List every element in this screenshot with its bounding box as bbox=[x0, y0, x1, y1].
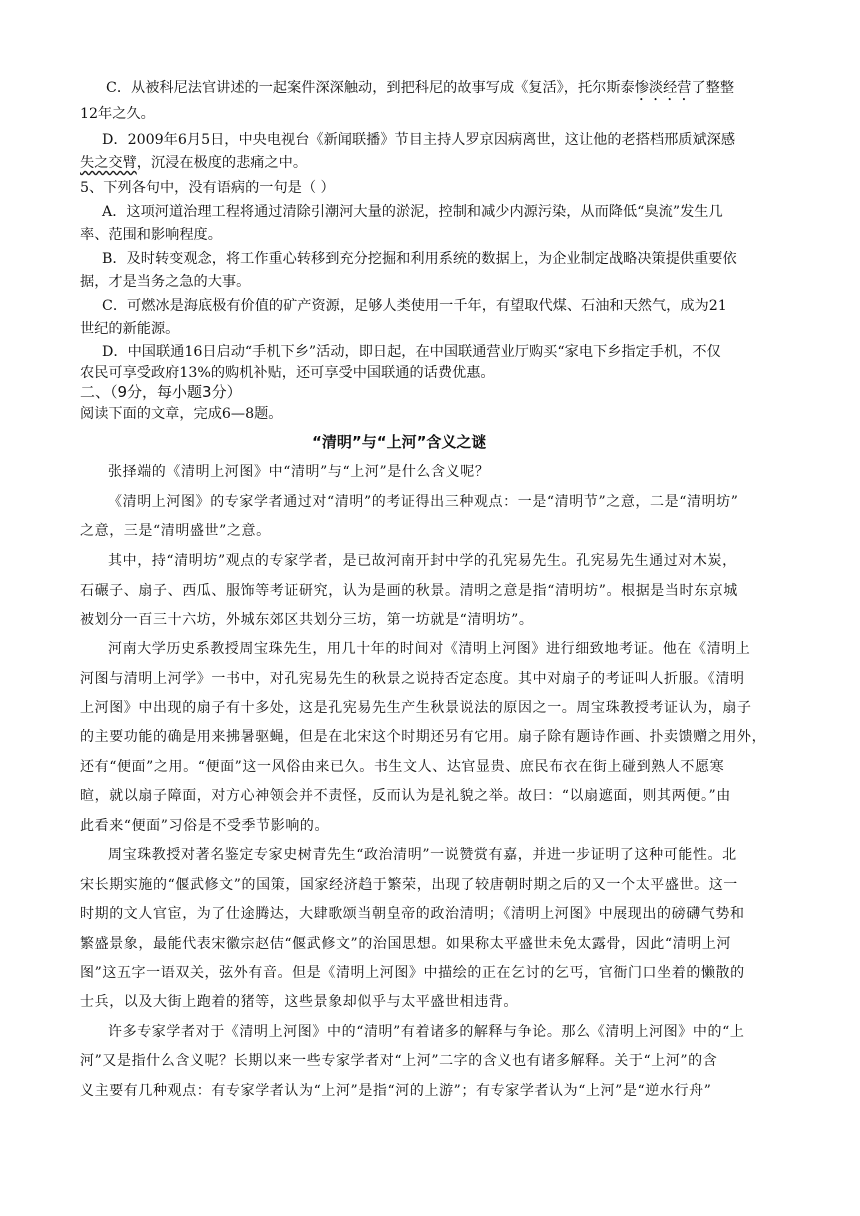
q5-option-c-line2: 世纪的新能源。 bbox=[80, 321, 180, 337]
section-heading: 二、（9分，每小题3分） bbox=[80, 383, 242, 401]
q4-option-c-emphasis: 惨淡经营 bbox=[634, 80, 692, 96]
q4-option-d-line2 bbox=[80, 153, 307, 173]
article-line: 还有“便面”之用。“便面”这一风俗由来已久。书生文人、达官显贵、庶民布衣在街上碰到熟人不愿寒 bbox=[80, 759, 725, 775]
q5-option-c-line1: C．可燃冰是海底极有价值的矿产资源，足够人类使用一千年，有望取代煤、石油和天然气，成为21 bbox=[102, 298, 727, 314]
q5-option-d-line2: 农民可享受政府13%的购机补贴，还可享受中国联通的话费优惠。 bbox=[80, 365, 495, 381]
article-line: 石碾子、扇子、西瓜、服饰等考证研究，认为是画的秋景。清明之意是指“清明坊”。根据是当时东京城 bbox=[80, 583, 738, 599]
q5-stem: 5、下列各句中，没有语病的一句是（ ） bbox=[80, 180, 335, 196]
article-line: 河”又是指什么含义呢？长期以来一些专家学者对“上河”二字的含义也有诸多解释。关于“上河”的含 bbox=[80, 1053, 718, 1069]
article-line: 上河图》中出现的扇子有十多处，这是孔宪易先生产生秋景说法的原因之一。周宝珠教授考证认为，扇子 bbox=[80, 700, 752, 716]
article-line: 河南大学历史系教授周宝珠先生，用几十年的时间对《清明上河图》进行细致地考证。他在《清明上 bbox=[108, 641, 751, 657]
article-title: “清明”与“上河”含义之谜 bbox=[312, 433, 487, 451]
article-line: 宋长期实施的“偃武修文”的国策，国家经济趋于繁荣，出现了较唐朝时期之后的又一个太平盛世。这一 bbox=[80, 877, 738, 893]
q5-option-d-line1: D．中国联通16日启动“手机下乡”活动，即日起，在中国联通营业厅购买“家电下乡指定手机，不仅 bbox=[102, 344, 721, 360]
article-line: 河图与清明上河学》一书中，对孔宪易先生的秋景之说持否定态度。其中对扇子的考证叫人折服。《清明 bbox=[80, 671, 745, 687]
article-line: 周宝珠教授对著名鉴定专家史树青先生“政治清明”一说赞赏有嘉，并进一步证明了这种可能性。北 bbox=[108, 847, 737, 863]
q4-option-d-post: ，沉浸在极度的悲痛之中。 bbox=[136, 155, 308, 171]
q5-option-a-line2: 率、范围和影响程度。 bbox=[80, 227, 222, 243]
article-line: 的主要功能的确是用来拂暑驱蝇，但是在北宋这个时期还另有它用。扇子除有题诗作画、扑卖馈赠之用外， bbox=[80, 729, 767, 745]
q4-option-c-post: 了整整 bbox=[691, 80, 735, 96]
q5-option-b-line1: B．及时转变观念，将工作重心转移到充分挖掘和利用系统的数据上，为企业制定战略决策提供重要依 bbox=[102, 251, 737, 267]
q4-option-c-cont: 12年之久。 bbox=[80, 106, 155, 122]
article-line: 时期的文人官宦，为了仕途腾达，大肆歌颂当朝皇帝的政治清明；《清明上河图》中展现出的磅礴气势和 bbox=[80, 906, 745, 922]
article-line: 暄，就以扇子障面，对方心神领会并不责怪，反而认为是礼貌之举。故曰：“以扇遮面，则其两便。”由 bbox=[80, 788, 731, 804]
q4-option-c bbox=[106, 78, 734, 104]
article-line: 此看来“便面”习俗是不受季节影响的。 bbox=[80, 818, 330, 834]
q4-option-d-emphasis: 失之交臂 bbox=[80, 155, 137, 171]
article-line: 士兵，以及大街上跑着的猪等，这些景象却似乎与太平盛世相违背。 bbox=[80, 994, 518, 1010]
q5-option-b-line2: 据，才是当务之急的大事。 bbox=[80, 274, 251, 290]
article-line: 其中，持“清明坊”观点的专家学者，是已故河南开封中学的孔宪易先生。孔宪易先生通过对木炭， bbox=[108, 553, 737, 569]
article-line: 图”这五字一语双关，弦外有音。但是《清明上河图》中描绘的正在乞讨的乞丐，官衙门口坐着的懒散的 bbox=[80, 965, 745, 981]
section-instruction: 阅读下面的文章，完成6—8题。 bbox=[80, 406, 283, 422]
article-line: 许多专家学者对于《清明上河图》中的“清明”有着诸多的解释与争论。那么《清明上河图》中的“上 bbox=[108, 1024, 745, 1040]
article-line: 之意，三是“清明盛世”之意。 bbox=[80, 523, 271, 539]
article-line: 张择端的《清明上河图》中“清明”与“上河”是什么含义呢？ bbox=[108, 464, 490, 480]
article-line: 《清明上河图》的专家学者通过对“清明”的考证得出三种观点：一是“清明节”之意，二是“清明坊” bbox=[108, 494, 739, 510]
article-line: 被划分一百三十六坊，外城东郊区共划分三坊，第一坊就是“清明坊”。 bbox=[80, 612, 534, 628]
q5-option-a-line1: A．这项河道治理工程将通过清除引潮河大量的淤泥，控制和减少内源污染，从而降低“臭流”发生几 bbox=[102, 204, 723, 220]
article-line: 繁盛景象，最能代表宋徽宗赵佶“偃武修文”的治国思想。如果称太平盛世未免太露骨，因此“清明上河 bbox=[80, 936, 732, 952]
article-line: 义主要有几种观点：有专家学者认为“上河”是指“河的上游”；有专家学者认为“上河”是“逆水行舟” bbox=[80, 1083, 712, 1099]
q4-option-c-pre: C．从被科尼法官讲述的一起案件深深触动，到把科尼的故事写成《复活》，托尔斯泰 bbox=[106, 80, 635, 96]
q4-option-d-line1: D．2009年6月5日，中央电视台《新闻联播》节目主持人罗京因病离世，这让他的老搭档邢质斌深感 bbox=[102, 132, 736, 148]
